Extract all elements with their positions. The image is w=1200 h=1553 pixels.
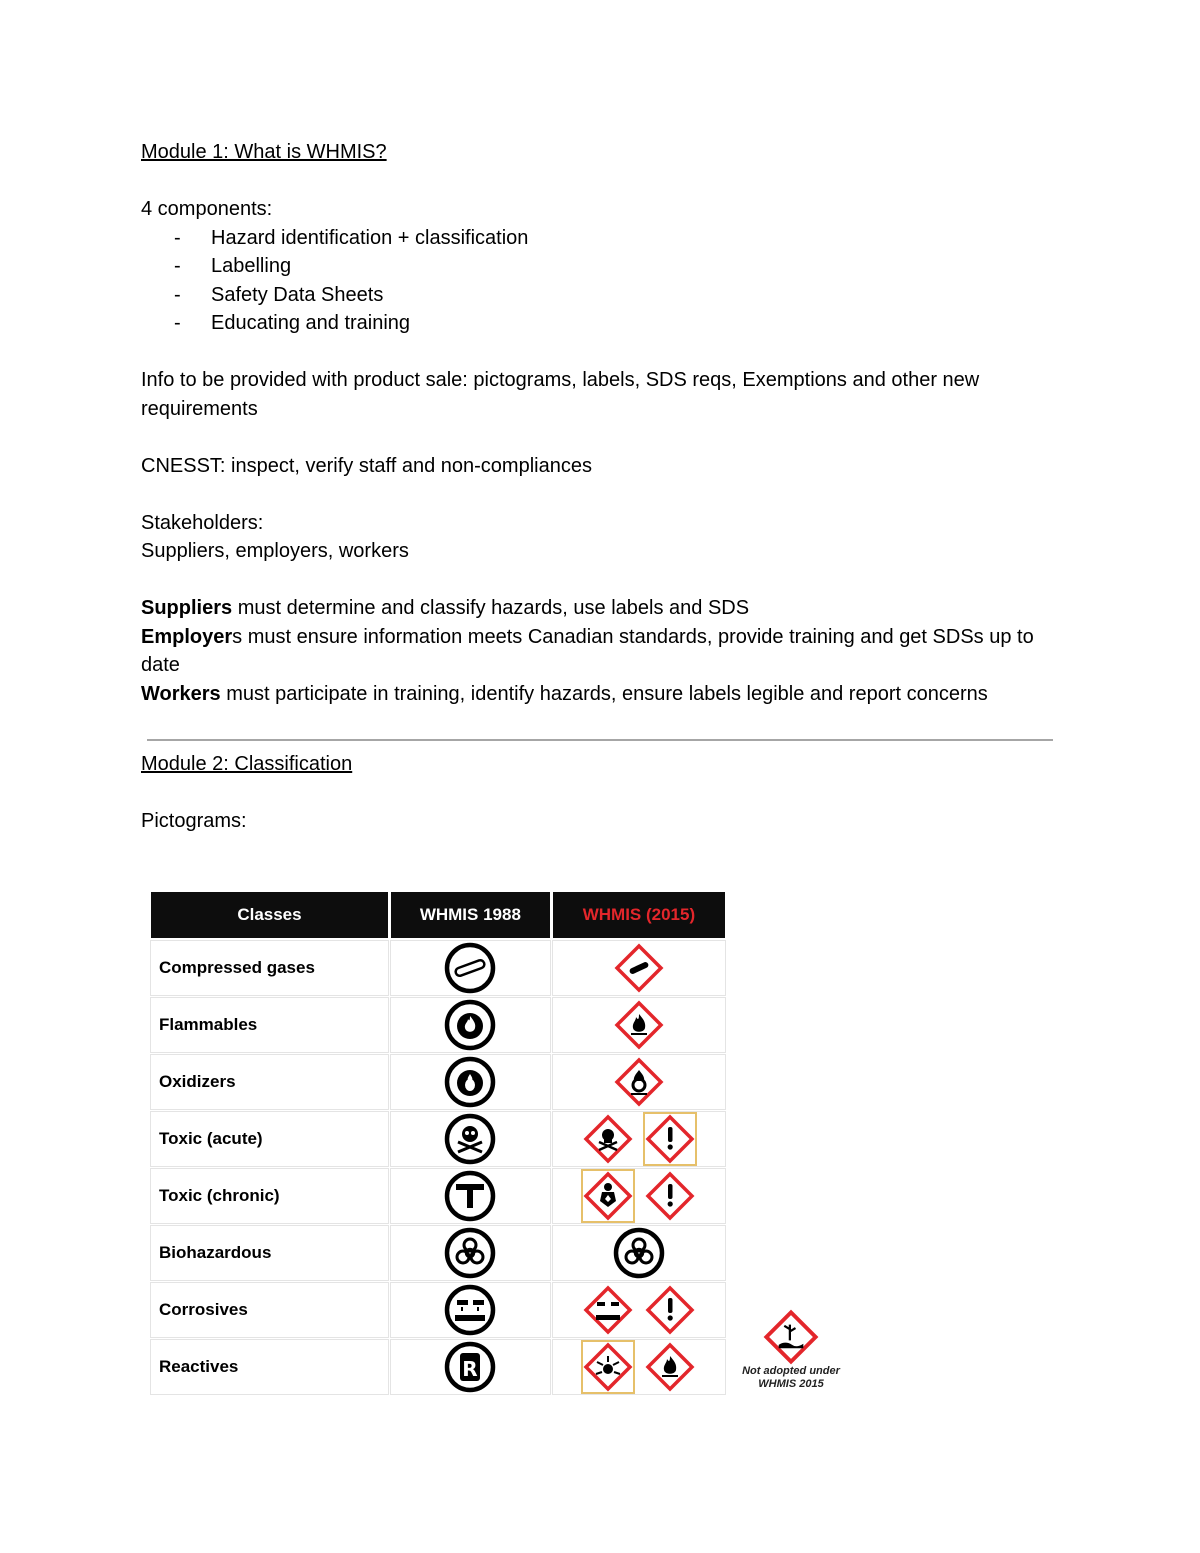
role-name: Workers	[141, 682, 221, 705]
whmis-2015-cell	[553, 998, 725, 1052]
dash-bullet: -	[174, 226, 181, 249]
gas-cylinder-diamond-icon	[614, 959, 664, 976]
document-body	[141, 138, 1061, 836]
class-cell: Toxic (chronic)	[151, 1169, 388, 1223]
exclamation-diamond-icon	[645, 1187, 695, 1204]
whmis-1988-cell	[391, 1169, 550, 1223]
pictograms-label: Pictograms:	[141, 810, 247, 832]
not-adopted-caption-line1: Not adopted under	[742, 1365, 840, 1377]
module1-title: Module 1: What is WHMIS?	[141, 141, 387, 163]
exclamation-diamond-icon	[645, 1301, 695, 1318]
list-item-text: Safety Data Sheets	[211, 283, 384, 306]
list-item-text: Labelling	[211, 255, 292, 277]
role-workers	[141, 680, 1061, 709]
role-text: must determine and classify hazards, use labels and SDS	[232, 597, 750, 619]
whmis-2015-cell	[553, 1340, 725, 1394]
class-cell: Biohazardous	[151, 1226, 388, 1280]
flame-over-circle-icon	[443, 1073, 497, 1090]
list-item-text: Hazard identification + classification	[211, 226, 529, 249]
reactive-R-icon	[443, 1357, 497, 1381]
list-item	[141, 281, 1061, 310]
corrosion-diamond-icon	[583, 1301, 633, 1318]
whmis-1988-cell	[391, 998, 550, 1052]
whmis-2015-cell	[553, 1055, 725, 1109]
dash-bullet: -	[174, 283, 181, 306]
header-whmis-1988: WHMIS 1988	[391, 892, 550, 938]
role-name: Suppliers	[141, 597, 233, 619]
whmis-2015-cell	[553, 1283, 725, 1337]
class-cell: Oxidizers	[151, 1055, 388, 1109]
table-row	[151, 1340, 725, 1394]
flame-over-circle-diamond-icon	[614, 1073, 664, 1090]
flame-icon	[443, 1016, 497, 1033]
environment-diamond-icon	[763, 1328, 819, 1345]
table-header-row	[151, 892, 725, 938]
class-cell: Compressed gases	[151, 941, 388, 995]
list-item	[141, 252, 1061, 281]
pictogram-figure	[148, 889, 848, 1409]
skull-crossbones-icon	[443, 1130, 497, 1147]
whmis-2015-cell	[553, 1169, 725, 1223]
whmis-2015-cell	[553, 1112, 725, 1166]
gas-cylinder-icon	[443, 959, 497, 976]
toxic-T-icon	[443, 1187, 497, 1204]
dash-bullet: -	[174, 255, 181, 277]
table-row	[151, 1226, 725, 1280]
exclamation-diamond-icon	[645, 1114, 695, 1164]
section-divider	[147, 739, 1053, 741]
table-row	[151, 1055, 725, 1109]
flame-diamond-icon	[645, 1358, 695, 1375]
class-cell: Reactives	[151, 1340, 388, 1394]
role-text: must participate in training, identify hazards, ensure labels legible and report concerns	[220, 682, 988, 705]
header-whmis-2015: WHMIS (2015)	[553, 892, 725, 938]
flame-diamond-icon	[614, 1016, 664, 1033]
health-hazard-diamond-icon	[583, 1171, 633, 1221]
stakeholders-list: Suppliers, employers, workers	[141, 540, 409, 562]
table-row	[151, 1283, 725, 1337]
components-intro: 4 components:	[141, 198, 273, 220]
whmis-1988-cell	[391, 1340, 550, 1394]
skull-crossbones-diamond-icon	[583, 1130, 633, 1147]
exploding-bomb-diamond-icon	[583, 1342, 633, 1392]
components-list	[141, 224, 1061, 338]
role-employers	[141, 623, 1061, 680]
list-item-text: Educating and training	[211, 312, 411, 334]
class-cell: Toxic (acute)	[151, 1112, 388, 1166]
whmis-1988-cell	[391, 1283, 550, 1337]
whmis-1988-cell	[391, 1226, 550, 1280]
whmis-1988-cell	[391, 1055, 550, 1109]
role-name: Employer	[141, 625, 233, 648]
svg-text:R: R	[462, 1357, 479, 1381]
pictogram-table	[148, 889, 728, 1397]
table-row	[151, 941, 725, 995]
whmis-1988-cell	[391, 1112, 550, 1166]
table-row	[151, 998, 725, 1052]
corrosion-icon	[443, 1301, 497, 1318]
info-paragraph: Info to be provided with product sale: pictograms, labels, SDS reqs, Exemptions and other new requirements	[141, 369, 980, 420]
biohazard-icon	[612, 1244, 666, 1261]
stakeholders-label: Stakeholders:	[141, 511, 264, 534]
class-cell: Corrosives	[151, 1283, 388, 1337]
class-cell: Flammables	[151, 998, 388, 1052]
module2-title: Module 2: Classification	[141, 753, 353, 775]
biohazard-icon	[443, 1244, 497, 1261]
table-row	[151, 1112, 725, 1166]
pictogram-table-body	[151, 941, 725, 1394]
whmis-2015-cell	[553, 941, 725, 995]
not-adopted-figure	[740, 1309, 842, 1391]
list-item	[141, 309, 1061, 338]
role-suppliers	[141, 594, 1061, 623]
list-item	[141, 224, 1061, 253]
whmis-1988-cell	[391, 941, 550, 995]
dash-bullet: -	[174, 312, 181, 334]
table-row	[151, 1169, 725, 1223]
role-text: s must ensure information meets Canadian standards, provide training and get SDSs up to date	[141, 625, 1034, 676]
cnesst-paragraph: CNESST: inspect, verify staff and non-compliances	[141, 454, 592, 477]
not-adopted-caption-line2: WHMIS 2015	[758, 1378, 824, 1390]
whmis-2015-cell	[553, 1226, 725, 1280]
header-classes: Classes	[151, 892, 388, 938]
